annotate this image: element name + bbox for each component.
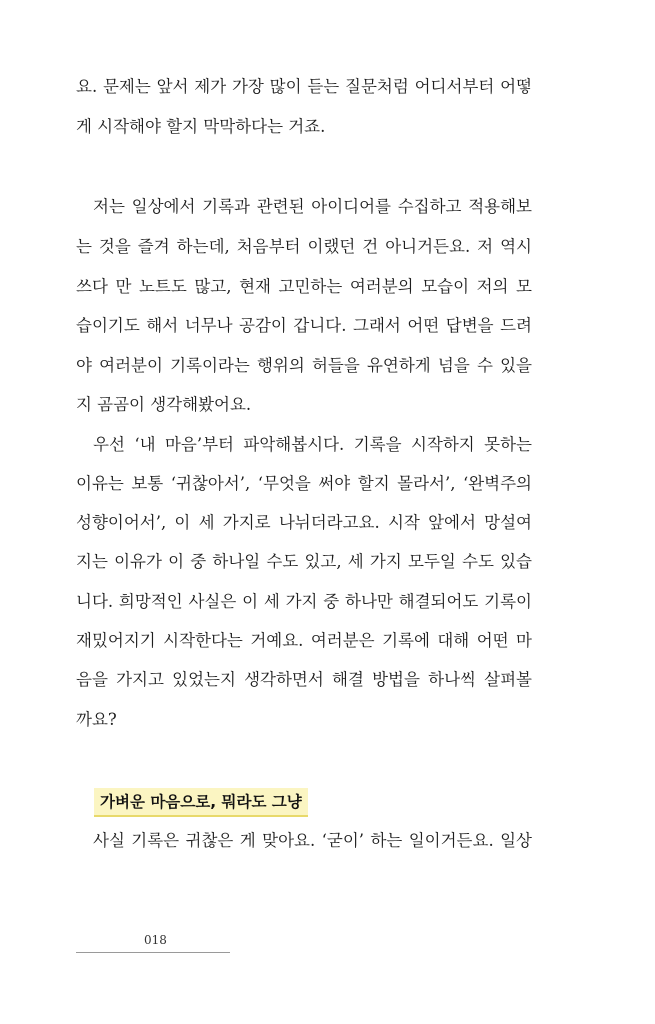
text-line: 요. 문제는 앞서 제가 가장 많이 듣는 질문처럼 어디서부터 어떻 (76, 77, 532, 96)
text-line: 우선 ‘내 마음’부터 파악해봅시다. 기록을 시작하지 못하는 (93, 435, 532, 454)
text-line: 지 곰곰이 생각해봤어요. (76, 395, 252, 414)
text-line: 음을 가지고 있었는지 생각하면서 해결 방법을 하나씩 살펴볼 (76, 670, 532, 689)
text-line: 사실 기록은 귀찮은 게 맞아요. ‘굳이’ 하는 일이거든요. 일상 (93, 831, 532, 850)
text-line: 성향이어서’, 이 세 가지로 나뉘더라고요. 시작 앞에서 망설여 (76, 513, 532, 532)
text-line: 야 여러분이 기록이라는 행위의 허들을 유연하게 넘을 수 있을 (76, 356, 532, 375)
section-heading-highlight (94, 788, 308, 817)
text-line: 까요? (76, 710, 117, 729)
text-line: 이유는 보통 ‘귀찮아서’, ‘무엇을 써야 할지 몰라서’, ‘완벽주의 (76, 474, 532, 493)
text-line: 저는 일상에서 기록과 관련된 아이디어를 수집하고 적용해보 (93, 197, 532, 216)
text-line: 재밌어지기 시작한다는 거예요. 여러분은 기록에 대해 어떤 마 (76, 631, 532, 650)
text-line: 는 것을 즐겨 하는데, 처음부터 이랬던 건 아니거든요. 저 역시 (76, 237, 532, 256)
text-line: 습이기도 해서 너무나 공감이 갑니다. 그래서 어떤 답변을 드려 (76, 316, 532, 335)
footer-rule (76, 952, 230, 953)
text-line: 니다. 희망적인 사실은 이 세 가지 중 하나만 해결되어도 기록이 (76, 592, 532, 611)
text-line: 지는 이유가 이 중 하나일 수도 있고, 세 가지 모두일 수도 있습 (76, 552, 532, 571)
section-heading: 가벼운 마음으로, 뭐라도 그냥 (100, 793, 302, 811)
page-number: 018 (144, 933, 167, 947)
text-line: 쓰다 만 노트도 많고, 현재 고민하는 여러분의 모습이 저의 모 (76, 277, 532, 296)
text-line: 게 시작해야 할지 막막하다는 거죠. (76, 117, 326, 136)
